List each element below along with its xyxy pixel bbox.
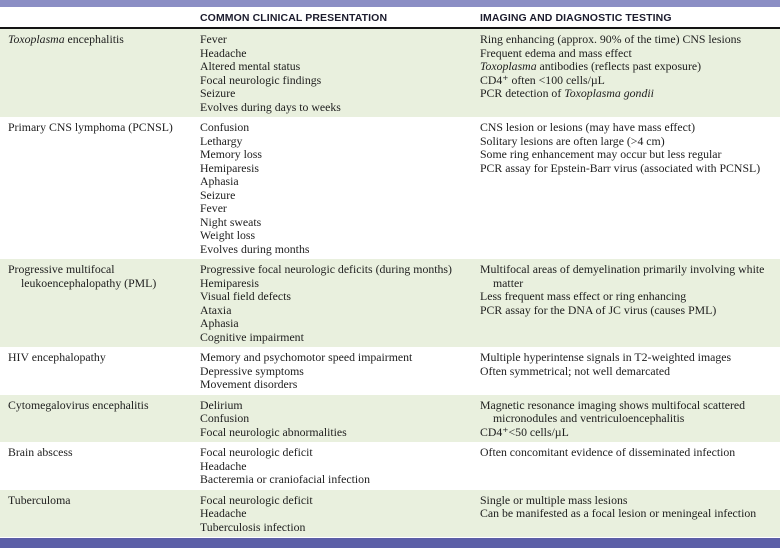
table-body [0,29,780,537]
condition-name: Primary CNS lymphoma (PCNSL) [8,120,173,134]
top-rule-bar [0,0,780,7]
list-item: Aphasia [200,174,239,188]
list-item: Delirium [200,397,243,412]
table-row [0,259,780,347]
imaging-cell [480,29,780,117]
list-item: Evolves during days to weeks [200,99,341,114]
list-item: Confusion [200,120,250,134]
condition-cell [0,259,200,347]
list-item: Evolves during months [200,241,310,256]
table-row [0,490,780,538]
imaging-cell [480,347,780,395]
condition-name: HIV encephalopathy [8,350,106,364]
imaging-cell [480,117,780,259]
list-item: Progressive focal neurologic deficits (during months) [200,262,452,276]
list-item: PCR assay for Epstein-Barr virus (associated with PCNSL) [480,160,761,175]
condition-name: Brain abscess [8,445,73,459]
list-item: CNS lesion or lesions (may have mass effect) [480,120,696,134]
list-item: Some ring enhancement may occur but less regular [480,147,722,161]
list-item: Toxoplasma antibodies (reflects past exposure) [480,59,702,73]
list-item: Altered mental status [200,59,301,73]
list-item: Seizure [200,86,236,100]
list-item: Depressive symptoms [200,363,304,378]
condition-cell [0,442,200,490]
list-item: Magnetic resonance imaging shows multifocal scattered micronodules and ventriculoencephalitis [480,397,746,425]
imaging-cell [480,259,780,347]
list-item: CD4⁺ often <100 cells/µL [480,72,605,87]
list-item: Hemiparesis [200,160,259,175]
list-item: Solitary lesions are often large (>4 cm) [480,133,665,148]
list-item: Lethargy [200,133,243,148]
presentation-cell [200,117,480,259]
header-imaging-and-diagnostic-testing: IMAGING AND DIAGNOSTIC TESTING [480,12,672,24]
table-row [0,347,780,395]
presentation-cell [200,259,480,347]
presentation-cell [200,395,480,443]
list-item: Headache [200,506,247,520]
list-item: Ring enhancing (approx. 90% of the time) CNS lesions [480,32,742,46]
list-item: Can be manifested as a focal lesion or meningeal infection [480,506,757,520]
table-row [0,395,780,443]
imaging-cell [480,490,780,538]
list-item: Tuberculosis infection [200,519,306,534]
header-condition [0,16,200,18]
list-item: PCR assay for the DNA of JC virus (causes PML) [480,302,717,317]
table-header-row [0,7,780,29]
list-item: Often concomitant evidence of disseminated infection [480,445,736,459]
imaging-cell [480,395,780,443]
table-row [0,29,780,117]
list-item: Focal neurologic findings [200,72,322,87]
list-item: Often symmetrical; not well demarcated [480,363,670,378]
list-item: Headache [200,45,247,60]
list-item: Ataxia [200,302,232,317]
bottom-rule-bar [0,538,780,548]
condition-cell [0,117,200,259]
list-item: Seizure [200,187,236,202]
condition-name: Cytomegalovirus encephalitis [8,397,149,412]
header-common-clinical-presentation: COMMON CLINICAL PRESENTATION [200,12,388,24]
list-item: Multiple hyperintense signals in T2-weighted images [480,350,732,364]
list-item: Focal neurologic abnormalities [200,424,347,439]
table-row [0,117,780,259]
list-item: Headache [200,458,247,473]
list-item: Aphasia [200,316,239,330]
presentation-cell [200,29,480,117]
list-item: Hemiparesis [200,275,259,290]
list-item: CD4⁺<50 cells/µL [480,424,569,439]
list-item: Visual field defects [200,289,292,303]
condition-name: Toxoplasma encephalitis [8,32,124,46]
condition-cell [0,29,200,117]
condition-cell [0,490,200,538]
list-item: Confusion [200,411,250,425]
list-item: Multifocal areas of demyelination primarily involving white matter [480,262,765,290]
condition-name: Progressive multifocal leukoencephalopathy (PML) [8,262,157,290]
list-item: Night sweats [200,214,262,229]
list-item: Cognitive impairment [200,329,304,344]
presentation-cell [200,347,480,395]
list-item: Weight loss [200,228,256,242]
list-item: Movement disorders [200,377,298,391]
condition-cell [0,347,200,395]
list-item: Less frequent mass effect or ring enhancing [480,289,687,303]
table-row [0,442,780,490]
list-item: Frequent edema and mass effect [480,45,632,60]
list-item: Memory and psychomotor speed impairment [200,350,413,364]
list-item: Memory loss [200,147,262,161]
list-item: Bacteremia or craniofacial infection [200,472,370,486]
condition-name: Tuberculoma [8,492,71,507]
list-item: Single or multiple mass lesions [480,492,628,507]
list-item: Focal neurologic deficit [200,445,313,459]
list-item: Fever [200,32,227,46]
presentation-cell [200,490,480,538]
list-item: Fever [200,201,227,215]
presentation-cell [200,442,480,490]
imaging-cell [480,442,780,490]
condition-cell [0,395,200,443]
list-item: PCR detection of Toxoplasma gondii [480,86,654,100]
list-item: Focal neurologic deficit [200,492,313,507]
